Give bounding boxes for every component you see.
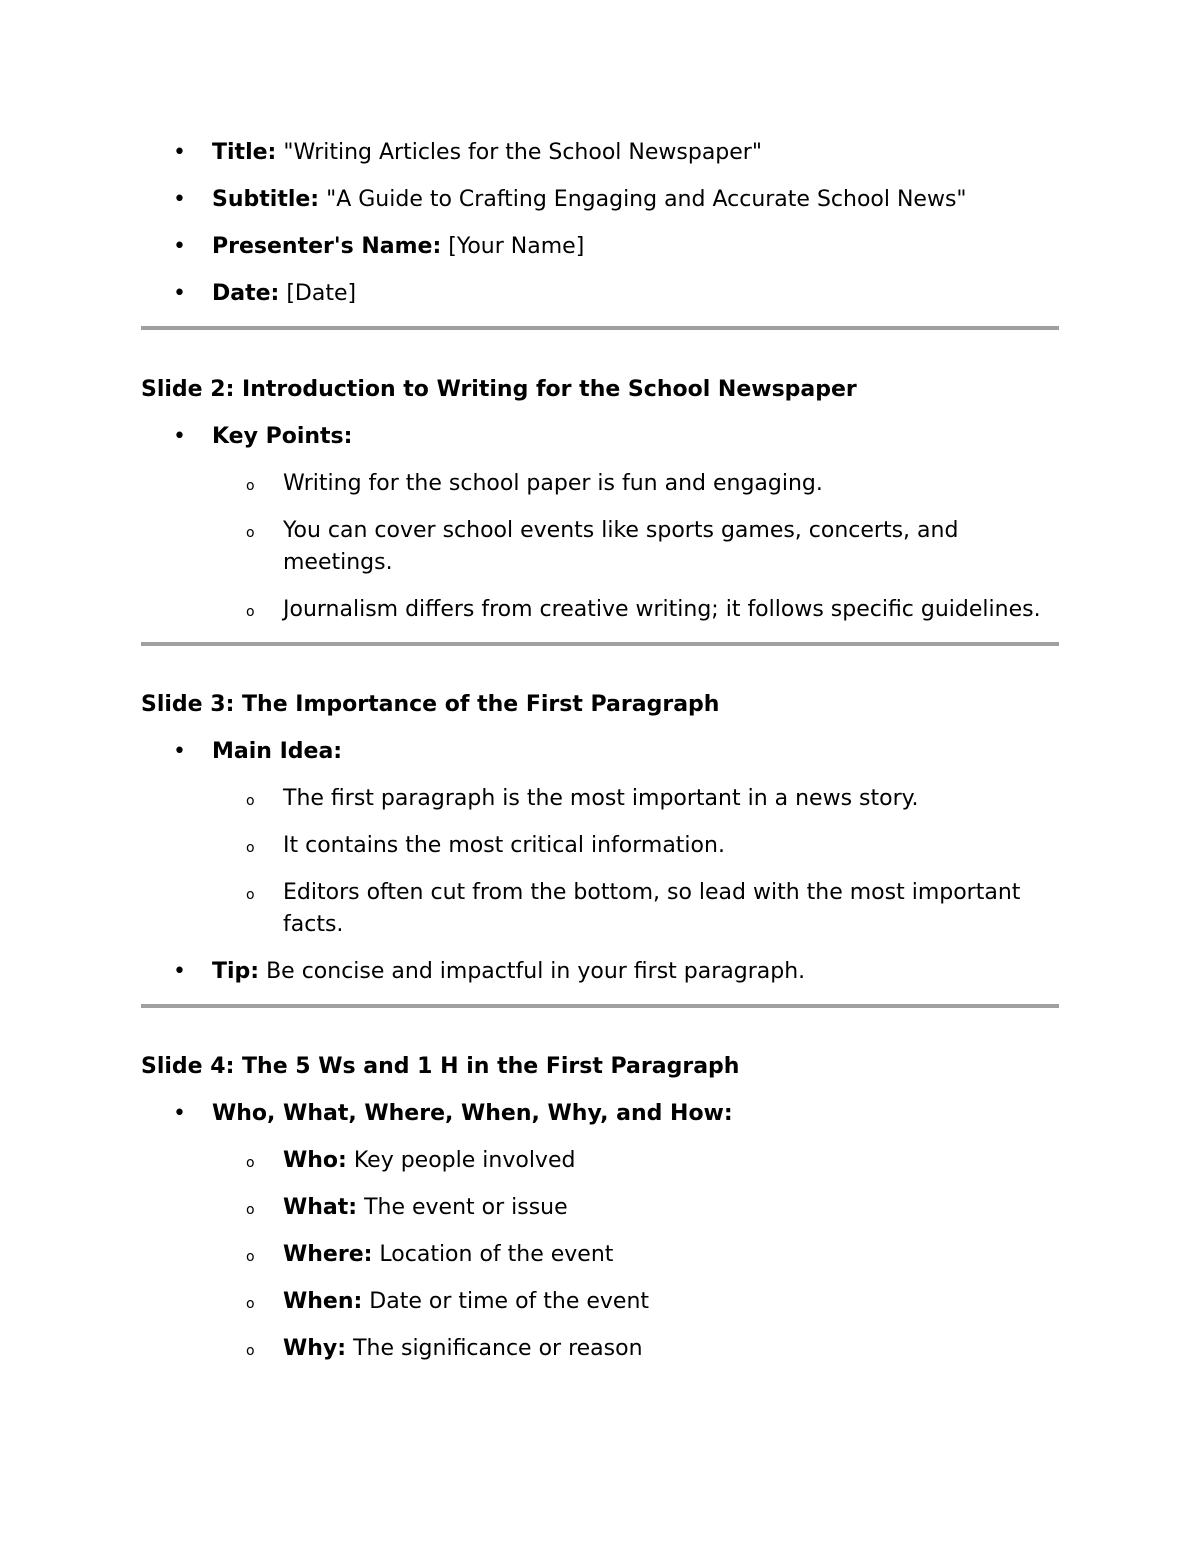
title-block-list: [141, 137, 1059, 310]
item-label: Why:: [283, 1336, 347, 1361]
item-text: The significance or reason: [346, 1336, 643, 1361]
slide-4-heading: Slide 4: The 5 Ws and 1 H in the First Paragraph: [141, 1054, 740, 1079]
item-label: Title:: [212, 140, 277, 165]
sublist-item: [141, 1333, 1059, 1365]
slide-2-sublist: [212, 468, 1059, 626]
slide-4-sublist: [212, 1145, 1059, 1365]
bullet-icon: •: [173, 1101, 186, 1126]
item-text: Location of the event: [372, 1242, 614, 1267]
sublist-item: [141, 830, 1059, 862]
bullet-icon: •: [173, 739, 186, 764]
slide-3-list: [141, 736, 1059, 988]
bullet-icon: •: [173, 140, 186, 165]
item-text: It contains the most critical information.: [283, 833, 725, 858]
sub-bullet-icon: o: [246, 1155, 255, 1171]
sub-bullet-icon: o: [246, 887, 255, 903]
sub-bullet-icon: o: [246, 1249, 255, 1265]
item-label: Presenter's Name:: [212, 234, 442, 259]
sub-bullet-icon: o: [246, 1343, 255, 1359]
sublist-item: [141, 783, 1059, 815]
sublist-item: [141, 1239, 1059, 1271]
item-text: [Your Name]: [441, 234, 585, 259]
item-label: Date:: [212, 281, 280, 306]
sub-bullet-icon: o: [246, 793, 255, 809]
slide-2-heading: Slide 2: Introduction to Writing for the School Newspaper: [141, 377, 857, 402]
sub-bullet-icon: o: [246, 1296, 255, 1312]
slide-4-list: [141, 1098, 1059, 1365]
item-text: Key people involved: [346, 1148, 576, 1173]
item-label: When:: [283, 1289, 363, 1314]
item-text: Be concise and impactful in your first paragraph.: [259, 959, 806, 984]
item-text: Editors often cut from the bottom, so lead with the most important facts.: [283, 880, 1021, 937]
bullet-icon: •: [173, 187, 186, 212]
list-item: [141, 956, 1059, 988]
item-text: Journalism differs from creative writing; it follows specific guidelines.: [283, 597, 1041, 622]
bullet-icon: •: [173, 959, 186, 984]
list-item: [141, 184, 1059, 216]
item-label: Subtitle:: [212, 187, 320, 212]
item-label: Key Points:: [212, 424, 353, 449]
document-page: [141, 137, 1059, 1380]
item-label: Tip:: [212, 959, 260, 984]
item-label: Where:: [283, 1242, 373, 1267]
sub-bullet-icon: o: [246, 604, 255, 620]
sub-bullet-icon: o: [246, 525, 255, 541]
list-item: [141, 736, 1059, 941]
item-text: "A Guide to Crafting Engaging and Accurate School News": [319, 187, 967, 212]
bullet-icon: •: [173, 234, 186, 259]
sublist-item: [141, 515, 1059, 579]
sub-bullet-icon: o: [246, 478, 255, 494]
list-item: [141, 421, 1059, 626]
item-text: The first paragraph is the most important in a news story.: [283, 786, 919, 811]
item-text: "Writing Articles for the School Newspaper": [276, 140, 762, 165]
item-label: Main Idea:: [212, 739, 343, 764]
item-label: Who:: [283, 1148, 347, 1173]
slide-3-sublist: [212, 783, 1059, 941]
item-label: What:: [283, 1195, 358, 1220]
item-text: Date or time of the event: [362, 1289, 650, 1314]
sub-bullet-icon: o: [246, 1202, 255, 1218]
sublist-item: [141, 1286, 1059, 1318]
item-text: You can cover school events like sports games, concerts, and meetings.: [283, 518, 959, 575]
list-item: [141, 1098, 1059, 1365]
sub-bullet-icon: o: [246, 840, 255, 856]
slide-2-list: [141, 421, 1059, 626]
list-item: [141, 137, 1059, 169]
list-item: [141, 278, 1059, 310]
item-text: [Date]: [279, 281, 357, 306]
item-label: Who, What, Where, When, Why, and How:: [212, 1101, 733, 1126]
sublist-item: [141, 468, 1059, 500]
list-item: [141, 231, 1059, 263]
sublist-item: [141, 594, 1059, 626]
item-text: The event or issue: [357, 1195, 568, 1220]
sublist-item: [141, 1192, 1059, 1224]
bullet-icon: •: [173, 424, 186, 449]
slide-3-heading: Slide 3: The Importance of the First Paragraph: [141, 692, 720, 717]
sublist-item: [141, 1145, 1059, 1177]
item-text: Writing for the school paper is fun and engaging.: [283, 471, 823, 496]
sublist-item: [141, 877, 1059, 941]
bullet-icon: •: [173, 281, 186, 306]
